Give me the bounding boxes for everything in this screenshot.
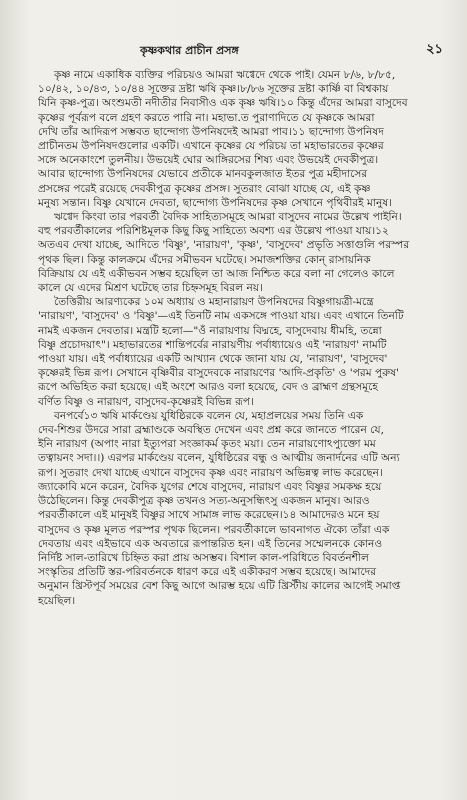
text-line: জ্যাকোবি মনে করেন, বৈদিক যুগের শেষে বাসুদেব, নারায়ণ এবং বিষ্ণুর সমকক্ষ হয়ে (38, 480, 382, 493)
text-line: বর্ণিত বিষ্ণু ও নারায়ণ, বাসুদেব-কৃষ্ণেরই বিভিন্ন রূপ। (38, 395, 254, 408)
text-line: বাসুদেব ও কৃষ্ণ মূলত পরস্পর পৃথক ছিলেন। পরবর্তীকালে ভাবনাগত ঐক্যে তাঁরা এক (38, 523, 390, 536)
page-body-text (38, 68, 445, 608)
text-line: কৃষ্ণেরই ভিন্ন রূপ। সেখানে বৃষ্ণিবীর বাসুদেবকে নারায়ণের 'আদি-প্রকৃতি' ও 'পরম পুরুষ' (38, 367, 400, 380)
text-line: ১০/৪২, ১০/৪৩, ১০/৪৪ সূক্তের দ্রষ্টা ঋষি কৃষ্ণ।৮/৮৬ সূক্তের দ্রষ্টা কার্ষ্ণি বা বিশ্বকায় (38, 83, 389, 96)
text-line: তৈত্তিরীয় আরণ্যকের ১০ম অধ্যায় ও মহানারায়ণ উপনিষদের বিষ্ণুগায়ত্রী-মন্ত্রে (54, 296, 374, 309)
text-line: কৃষ্ণের পূর্বরূপ বলে গ্রহণ করতে পারি না। মহাভা.ত পুরাণাদিতে যে কৃষ্ণকে আমরা (38, 111, 375, 124)
text-line: সংস্কৃতির প্রতিটি স্তর-পরিবর্তনকে ধারণ করে এই একীকরণ সম্ভব হয়েছে। আমাদের (38, 566, 377, 579)
running-head: কৃষ্ণকথার প্রাচীন প্রসঙ্গ (140, 44, 239, 57)
text-line: যিনি কৃষ্ণ-পুত্র। অংশুমতী নদীতীর নিবাসীও এক কৃষ্ণ ঋষি।১০ কিন্তু এঁদের আমরা বাসুদেব (38, 97, 408, 110)
text-line: বিক্রিয়ায় যে এই একীভবন সম্ভব হয়েছিল তা আজ নিশ্চিত করে বলা না গেলেও কালে (38, 267, 395, 280)
text-line: বনপর্বে১৩ ঋষি মার্কণ্ডেয় যুধিষ্ঠিরকে বলেন যে, মহাপ্রলয়ের সময় তিনি এক (54, 409, 364, 422)
text-line: প্রসঙ্গের পরেই রয়েছে দেবকীপুত্র কৃষ্ণের প্রসঙ্গ। সুতরাং বোঝা যাচ্ছে যে, এই কৃষ্ণ (38, 182, 371, 195)
text-line: নির্দিষ্ট সাল-তারিখে চিহ্নিত করা প্রায় অসম্ভব। বিশাল কাল-পরিধিতে বিবর্তনশীল (38, 551, 369, 564)
text-line: মনুষ্য সন্তান। বিষ্ণু যেখানে দেবতা, ছান্দোগ্য উপনিষদের কৃষ্ণ সেখানে পৃথিবীরই মানুষ। (38, 196, 392, 209)
text-line: কালে যে এদের মিশ্রণ ঘটেছে তার চিহ্নসমূহ বিরল নয়। (38, 282, 263, 295)
text-line: নামই একজন দেবতার। মন্ত্রটি হলো—"ওঁ নারায়ণায় বিদ্মহে, বাসুদেবায় ধীমহি, তন্নো (38, 324, 382, 337)
text-line: দেখি তাঁর আদিরূপ সম্ভবত ছান্দোগ্য উপনিষদেই আমরা পাব।১১ ছান্দোগ্য উপনিষদ (38, 125, 384, 138)
text-line: কৃষ্ণ নামে একাধিক ব্যক্তির পরিচয়ও আমরা ঋগ্বেদে থেকে পাই। যেমন ৮/৬, ৮/৮৫, (54, 69, 396, 81)
text-line: ঋগ্বেদ কিংবা তার পরবর্তী বৈদিক সাহিত্যসমূহে আমরা বাসুদেব নামের উল্লেখ পাইনি। (54, 211, 402, 224)
text-line: সঙ্গে অনেকাংশে তুলনীয়। উভয়েই ঘোর আঙ্গিরসের শিষ্য এবং উভয়েই দেবকীপুত্র। (38, 154, 379, 167)
page-number: ২১ (426, 42, 443, 57)
text-line: অনুমান খ্রিস্টপূর্ব সময়ের বেশ কিছু আগে আরম্ভ হয়ে এটি খ্রিস্টীয় কালের আগেই সমাপ্ত (38, 580, 401, 593)
text-line: রূপ। সুতরাং দেখা যাচ্ছে এখানে বাসুদেব কৃষ্ণ এবং নারায়ণ অভিন্নত্ব লাভ করেছেন। (38, 466, 383, 479)
text-line: হয়েছিল। (38, 594, 76, 607)
text-line: দেবতায় এবং এইভাবে এক অবতারে রূপান্তরিত হন। এই তিনের সম্মেলনকে কোনও (38, 537, 383, 550)
text-line: পৃথক ছিল। কিন্তু কালক্রমে এঁদের সমীভবন ঘটেছে। সমাজশক্তির কোন্ রাসায়নিক (38, 253, 371, 266)
text-line: ইনি নারায়ণ (অপাং নারা ইত্যুপরা সংজ্ঞাকর্ম কৃতং ময়া। তেন নারায়ণোঽপ্যুক্তো মম (38, 438, 376, 451)
text-line: আবার ছান্দোগ্য উপনিষদের যেভাবে প্রতীকে মানবকুলজাত ইতর পুত্র মহীদাসের (38, 168, 368, 181)
text-line: পরবর্তীকালে এই মানুষই বিষ্ণুর সাথে সামাঙ্গ লাভ করেছেন।১৪ আমাদেরও মনে হয় (38, 509, 380, 522)
text-line: 'নারায়ণ', 'বাসুদেব' ও 'বিষ্ণু'—এই তিনটি নাম একসঙ্গে পাওয়া যায়। এবং এখানে তিনটি (38, 310, 404, 323)
text-line: রূপে অভিহিত করা হয়েছে। এই অংশে আরও বলা হয়েছে, বেদ ও ব্রাহ্মণ গ্রন্থসমূহে (38, 381, 378, 394)
text-line: প্রাচীনতম উপনিষদগুলোর একটি। এখানে কৃষ্ণের যে পরিচয় তা মহাভারতের কৃষ্ণের (38, 140, 384, 153)
text-line: বিষ্ণু প্রচোদয়াৎ"। মহাভারতের শান্তিপর্বের নারায়ণীয় পর্বাধ্যায়েও এই 'নারায়ণ' নামটি (38, 338, 387, 351)
text-line: দেব-শিশুর উদরে সারা ব্রহ্মাণ্ডকে অবস্থিত দেখেন এবং প্রশ্ন করে জানতে পারেন যে, (38, 424, 384, 437)
text-line: তত্বায়নং সদা।।) এরপর মার্কণ্ডেয় বলেন, যুধিষ্ঠিরের বন্ধু ও আত্মীয় জনার্দনের এটি অন্য (38, 452, 400, 465)
page-header (0, 42, 467, 60)
text-line: উঠেছিলেন। কিন্তু দেবকীপুত্র কৃষ্ণ তখনও সত্য-অনুসন্ধিৎসু একজন মানুষ। আরও (38, 495, 370, 508)
text-line: বহু পরবর্তীকালের পরিশিষ্টমূলক কিছু কিছু সাহিত্যে অবশ্য এর উল্লেখ পাওয়া যায়।১২ (38, 225, 389, 238)
text-line: পাওয়া যায়। এই পর্বাধ্যায়ের একটি আখ্যান থেকে জানা যায় যে, 'নারায়ণ', 'বাসুদেব' (38, 353, 388, 366)
text-line: অতএব দেখা যাচ্ছে, আদিতে 'বিষ্ণু', 'নারায়ণ', 'কৃষ্ণ', 'বাসুদেব' প্রভৃতি সত্তাগুলি পরস্পর (38, 239, 410, 252)
